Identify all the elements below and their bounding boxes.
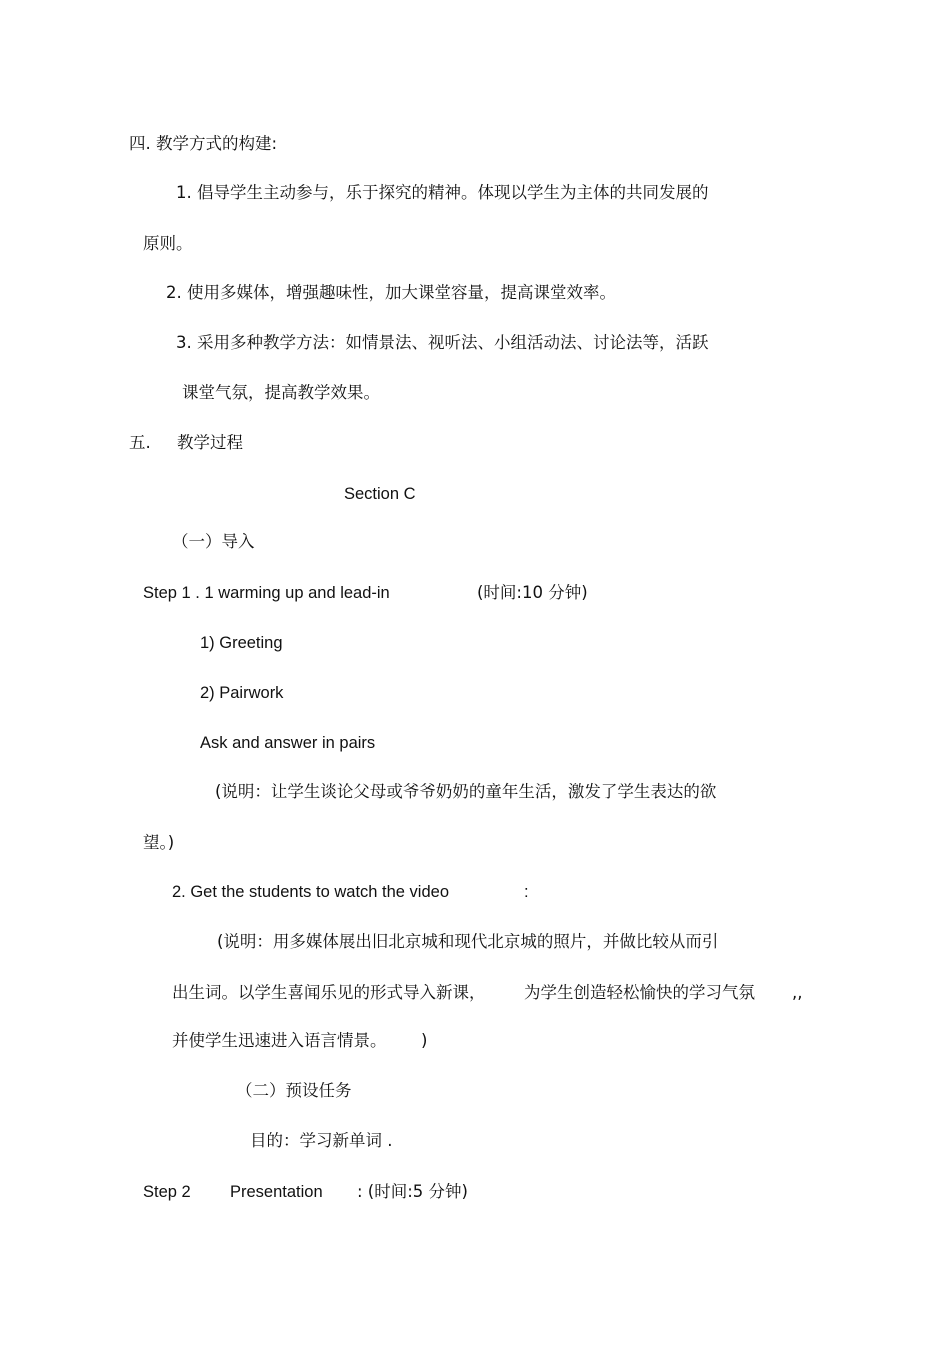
- step-1-time: (时间:10 分钟): [477, 583, 588, 602]
- note-2-line-2: [172, 983, 803, 1003]
- section-5-title: 教学过程: [177, 433, 243, 452]
- note-2-line-2-part-c: ,,: [792, 983, 803, 1002]
- method-item-3-line-1: 3. 采用多种教学方法：如情景法、视听法、小组活动法、讨论法等，活跃: [176, 333, 709, 352]
- note-2-line-1: (说明：用多媒体展出旧北京城和现代北京城的照片，并做比较从而引: [217, 932, 719, 951]
- video-step-colon: :: [524, 883, 529, 901]
- method-item-3-line-2: 课堂气氛，提高教学效果。: [182, 383, 380, 402]
- note-1-line-2: 望。): [143, 833, 175, 852]
- step-2-time: : (时间:5 分钟): [357, 1182, 468, 1201]
- method-item-1-line-1: 1. 倡导学生主动参与，乐于探究的精神。体现以学生为主体的共同发展的: [176, 183, 709, 202]
- part-1-heading: （一）导入: [172, 532, 255, 551]
- video-step-row: [172, 882, 529, 902]
- step-2-label: Step 2: [143, 1183, 191, 1201]
- step-1-pairwork: 2) Pairwork: [200, 684, 284, 702]
- note-2-line-2-part-b: 为学生创造轻松愉快的学习气氛: [524, 983, 755, 1002]
- step-1-row: [143, 583, 588, 603]
- note-2-line-3-part-a: 并使学生迅速进入语言情景。: [172, 1031, 387, 1050]
- note-2-line-2-part-a: 出生词。以学生喜闻乐见的形式导入新课，: [172, 983, 486, 1002]
- note-1-line-1: (说明：让学生谈论父母或爷爷奶奶的童年生活，激发了学生表达的欲: [215, 782, 717, 801]
- step-2-row: [143, 1182, 468, 1202]
- note-2-line-3: [172, 1031, 428, 1051]
- step-1-label: Step 1 . 1 warming up and lead-in: [143, 584, 390, 602]
- section-5-number: 五.: [129, 433, 151, 452]
- method-item-1-line-2: 原则。: [143, 234, 193, 253]
- section-4-heading: 四. 教学方式的构建:: [129, 134, 278, 153]
- video-step-text: 2. Get the students to watch the video: [172, 883, 450, 901]
- section-5-heading: [129, 433, 243, 453]
- method-item-2: 2. 使用多媒体，增强趣味性，加大课堂容量，提高课堂效率。: [166, 283, 616, 302]
- part-2-heading: （二）预设任务: [236, 1081, 352, 1100]
- step-1-ask-answer: Ask and answer in pairs: [200, 734, 376, 752]
- step-2-title: Presentation: [230, 1183, 323, 1201]
- note-2-line-3-part-b: ): [421, 1031, 428, 1050]
- purpose-line: 目的：学习新单词 .: [250, 1131, 393, 1150]
- section-c-title: Section C: [344, 485, 416, 503]
- step-1-greeting: 1) Greeting: [200, 634, 283, 652]
